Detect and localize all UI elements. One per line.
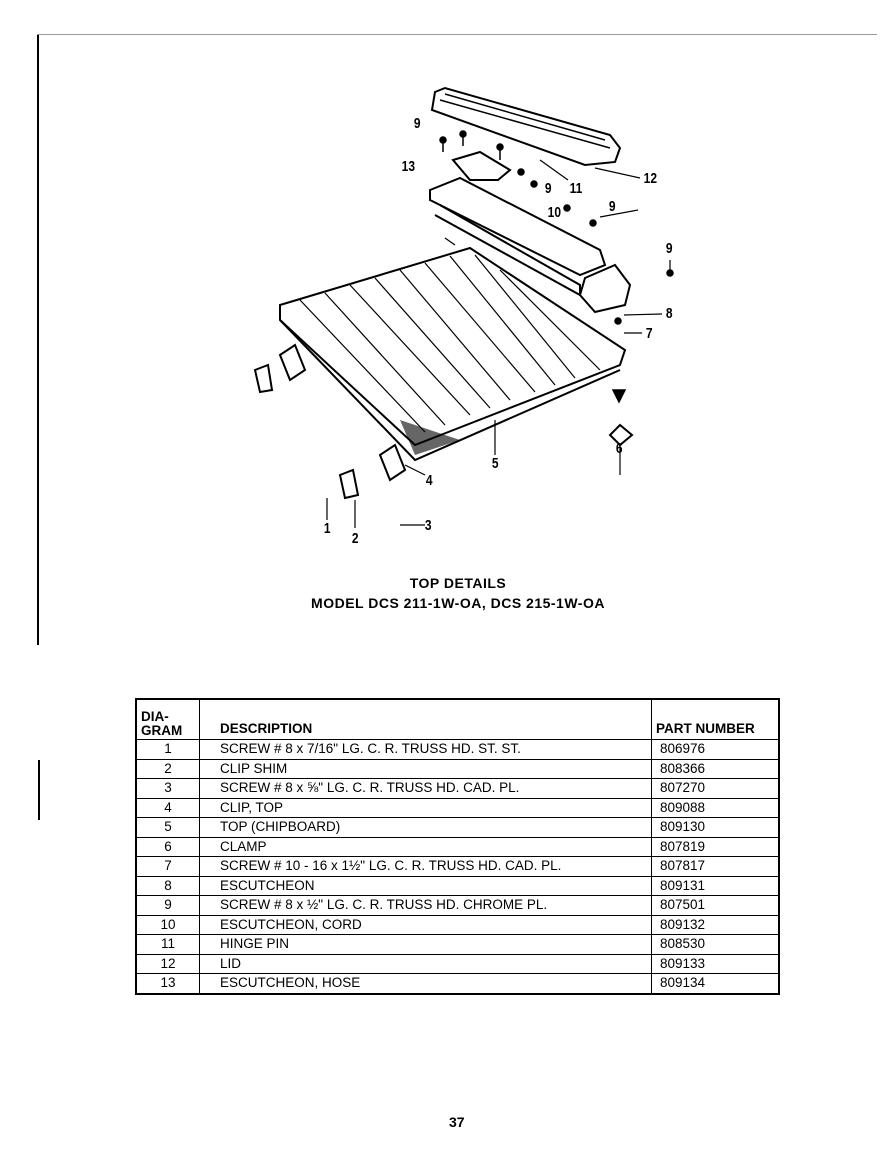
part-number-cell: 809134 bbox=[652, 974, 780, 994]
description-cell: ESCUTCHEON, CORD bbox=[200, 915, 652, 935]
part-number-cell: 809133 bbox=[652, 954, 780, 974]
table-row bbox=[136, 935, 779, 955]
diagram-number-cell: 4 bbox=[136, 798, 200, 818]
description-cell: SCREW # 10 - 16 x 1½" LG. C. R. TRUSS HD. CAD. PL. bbox=[200, 857, 652, 877]
description-cell: ESCUTCHEON, HOSE bbox=[200, 974, 652, 994]
part-number-cell: 807270 bbox=[652, 779, 780, 799]
description-cell: CLIP, TOP bbox=[200, 798, 652, 818]
page-border-top bbox=[37, 34, 877, 35]
callout-3: 3 bbox=[424, 517, 432, 534]
callout-11: 11 bbox=[569, 180, 583, 197]
callout-8: 8 bbox=[665, 305, 673, 322]
diagram-number-cell: 2 bbox=[136, 759, 200, 779]
diagram-number-cell: 11 bbox=[136, 935, 200, 955]
description-cell: CLIP SHIM bbox=[200, 759, 652, 779]
callout-1: 1 bbox=[323, 520, 331, 537]
diagram-number-cell: 9 bbox=[136, 896, 200, 916]
diagram-number-cell: 1 bbox=[136, 740, 200, 760]
callout-2: 2 bbox=[351, 530, 359, 547]
diagram-number-cell: 10 bbox=[136, 915, 200, 935]
figure-subtitle: MODEL DCS 211-1W-OA, DCS 215-1W-OA bbox=[311, 595, 605, 611]
diagram-number-cell: 6 bbox=[136, 837, 200, 857]
header-diagram: DIA- GRAM bbox=[136, 699, 200, 740]
callout-13: 13 bbox=[401, 158, 416, 175]
part-number-cell: 806976 bbox=[652, 740, 780, 760]
callout-10: 10 bbox=[547, 204, 562, 221]
callout-12: 12 bbox=[643, 170, 658, 187]
table-row bbox=[136, 876, 779, 896]
description-cell: HINGE PIN bbox=[200, 935, 652, 955]
clip-left bbox=[280, 345, 305, 380]
diagram-number-cell: 8 bbox=[136, 876, 200, 896]
description-cell: LID bbox=[200, 954, 652, 974]
callout-9d: 9 bbox=[608, 198, 616, 215]
diagram-number-cell: 3 bbox=[136, 779, 200, 799]
header-description: DESCRIPTION bbox=[200, 699, 652, 740]
table-row bbox=[136, 818, 779, 838]
part-number-cell: 808530 bbox=[652, 935, 780, 955]
part-number-cell: 809088 bbox=[652, 798, 780, 818]
table-header-row bbox=[136, 699, 779, 740]
callout-9b: 9 bbox=[544, 180, 552, 197]
table-row bbox=[136, 954, 779, 974]
table-row bbox=[136, 759, 779, 779]
parts-table bbox=[135, 698, 780, 995]
part-number-cell: 807817 bbox=[652, 857, 780, 877]
callout-7: 7 bbox=[645, 325, 653, 342]
figure-title: TOP DETAILS bbox=[409, 575, 507, 591]
table-row bbox=[136, 837, 779, 857]
clip-shim-left bbox=[255, 365, 272, 392]
callout-9e: 9 bbox=[665, 240, 673, 257]
chipboard-top bbox=[280, 248, 625, 445]
exploded-parts-diagram bbox=[200, 80, 700, 560]
table-row bbox=[136, 798, 779, 818]
table-row bbox=[136, 896, 779, 916]
table-row bbox=[136, 915, 779, 935]
lid bbox=[432, 88, 620, 165]
clip-bottom bbox=[380, 445, 405, 480]
escutcheon-hose bbox=[453, 152, 510, 180]
diagram-number-cell: 12 bbox=[136, 954, 200, 974]
diagram-number-cell: 7 bbox=[136, 857, 200, 877]
table-row bbox=[136, 740, 779, 760]
callout-5: 5 bbox=[491, 455, 499, 472]
part-number-cell: 809131 bbox=[652, 876, 780, 896]
page-border-left-lower bbox=[38, 760, 40, 820]
header-part-number: PART NUMBER bbox=[652, 699, 780, 740]
description-cell: SCREW # 8 x ⅝" LG. C. R. TRUSS HD. CAD. PL. bbox=[200, 779, 652, 799]
callout-9a: 9 bbox=[413, 115, 421, 132]
table-row bbox=[136, 974, 779, 994]
part-number-cell: 809130 bbox=[652, 818, 780, 838]
description-cell: TOP (CHIPBOARD) bbox=[200, 818, 652, 838]
page-border-left bbox=[37, 35, 39, 645]
callout-6: 6 bbox=[615, 440, 623, 457]
diagram-number-cell: 5 bbox=[136, 818, 200, 838]
page-number: 37 bbox=[449, 1114, 465, 1130]
part-number-cell: 807501 bbox=[652, 896, 780, 916]
description-cell: SCREW # 8 x ½" LG. C. R. TRUSS HD. CHROME PL. bbox=[200, 896, 652, 916]
table-row bbox=[136, 779, 779, 799]
callout-4: 4 bbox=[425, 472, 433, 489]
clip-shim-bottom bbox=[340, 470, 358, 498]
table-row bbox=[136, 857, 779, 877]
part-number-cell: 808366 bbox=[652, 759, 780, 779]
description-cell: SCREW # 8 x 7/16" LG. C. R. TRUSS HD. ST. ST. bbox=[200, 740, 652, 760]
description-cell: CLAMP bbox=[200, 837, 652, 857]
part-number-cell: 807819 bbox=[652, 837, 780, 857]
description-cell: ESCUTCHEON bbox=[200, 876, 652, 896]
part-number-cell: 809132 bbox=[652, 915, 780, 935]
diagram-number-cell: 13 bbox=[136, 974, 200, 994]
